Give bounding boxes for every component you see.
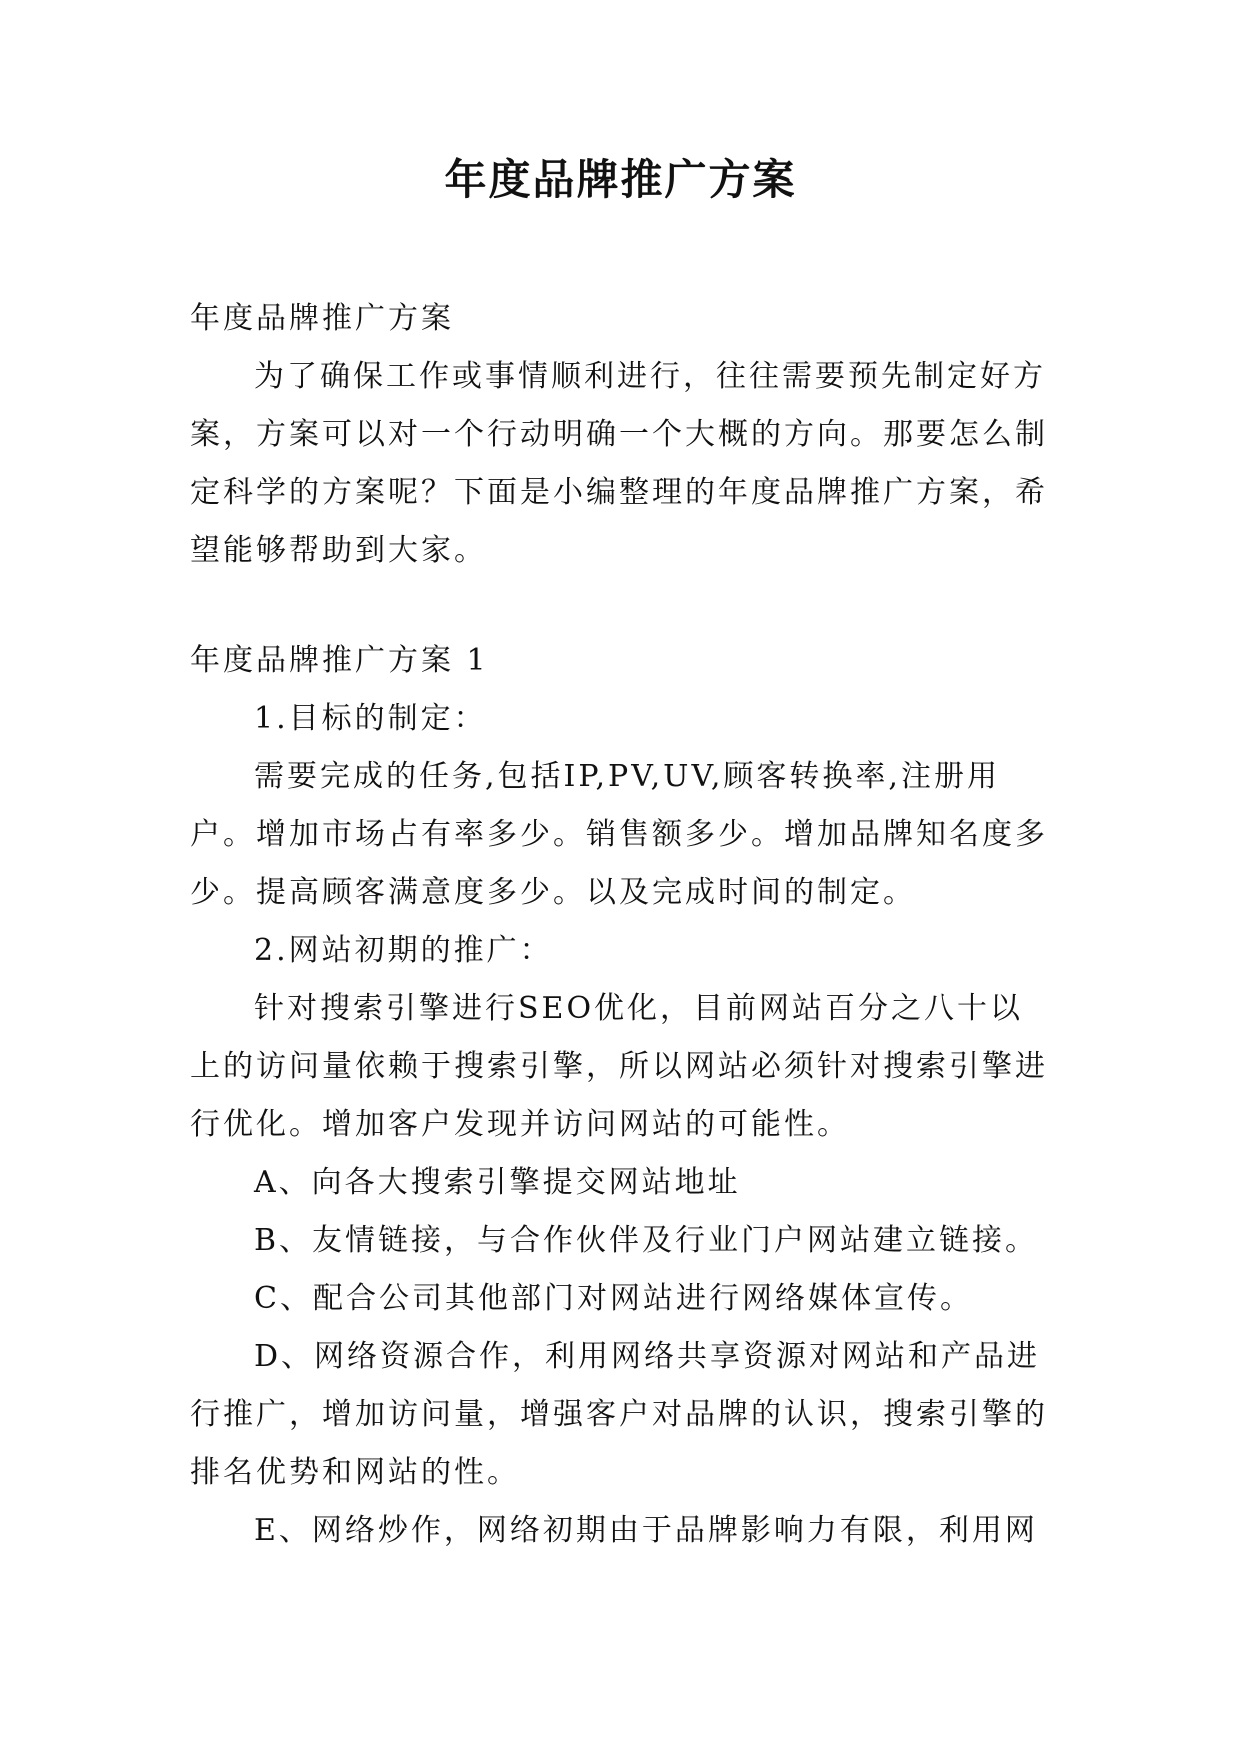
point-c: C、配合公司其他部门对网站进行网络媒体宣传。	[254, 1281, 973, 1316]
item-1-paragraph: 需要完成的任务,包括IP,PV,UV,顾客转换率,注册用户。增加市场占有率多少。销售额多少。增加品牌知名度多少。提高顾客满意度多少。以及完成时间的制定。	[190, 759, 1048, 910]
item-1-title: 1.目标的制定：	[254, 701, 487, 736]
intro-paragraph: 为了确保工作或事情顺利进行，往往需要预先制定好方案，方案可以对一个行动明确一个大概的方向。那要怎么制定科学的方案呢？下面是小编整理的年度品牌推广方案，希望能够帮助到大家。	[190, 359, 1048, 568]
document-title: 年度品牌推广方案	[444, 155, 797, 204]
item-2-title: 2.网站初期的推广：	[254, 933, 553, 968]
point-b: B、友情链接，与合作伙伴及行业门户网站建立链接。	[254, 1223, 1039, 1258]
document-body	[190, 290, 1055, 1560]
point-a: A、向各大搜索引擎提交网站地址	[254, 1165, 741, 1200]
item-2-paragraph: 针对搜索引擎进行SEO优化，目前网站百分之八十以上的访问量依赖于搜索引擎，所以网站必须针对搜索引擎进行优化。增加客户发现并访问网站的可能性。	[190, 991, 1048, 1142]
point-d: D、网络资源合作，利用网络共享资源对网站和产品进行推广，增加访问量，增强客户对品牌的认识，搜索引擎的排名优势和网站的性。	[190, 1339, 1048, 1490]
point-e: E、网络炒作，网络初期由于品牌影响力有限，利用网	[254, 1513, 1038, 1548]
section-heading: 年度品牌推广方案	[190, 301, 454, 336]
section-title: 年度品牌推广方案 1	[190, 643, 489, 678]
